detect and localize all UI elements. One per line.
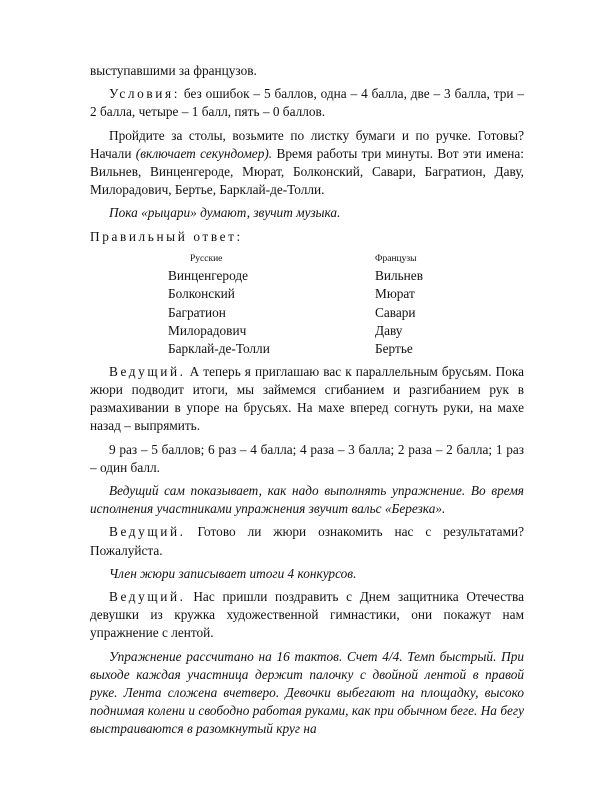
paragraph-host-jury [90, 523, 524, 559]
russian-name: Болконский [168, 286, 235, 302]
host-label: Ведущий. [109, 363, 186, 379]
document-page [90, 62, 524, 744]
instructions-text-a: Пройдите за столы, возьмите по листку бумаги и по ручке. Готовы? Начали [90, 127, 524, 161]
conditions-label: Условия: [109, 86, 181, 102]
instructions-text-b: Время работы три минуты. Вот эти имена: Вильнев, Винценгероде, Мюрат, Болконский, Савари, Багратион, Даву, Милорадович, Бертье, Барклай-де-Толли. [90, 145, 524, 198]
french-name: Бертье [375, 341, 413, 357]
answer-table-header [168, 251, 468, 267]
correct-answer-heading: Правильный ответ: [90, 228, 243, 244]
stage-direction-ribbon: Упражнение рассчитано на 16 тактов. Счет 4/4. Темп быстрый. При выходе каждая участница держит палочку с двойной лентой в правой руке. Лента сложена вчетверо. Девочки выбегают на площадку, высоко поднимая колени и свободно работая руками, как при обычном беге. На бегу выстраиваются в разомкнутый круг на [90, 648, 524, 737]
table-row [168, 285, 468, 303]
russian-name: Винценгероде [168, 267, 248, 283]
host-jury-text: Готово ли жюри ознакомить нас с результатами? Пожалуйста. [90, 524, 524, 558]
table-row [168, 304, 468, 322]
stage-direction-jury: Член жюри записывает итоги 4 конкурсов. [109, 565, 357, 581]
header-french: Французы [375, 253, 417, 264]
french-name: Вильнев [375, 267, 423, 283]
paragraph-instructions [90, 127, 524, 200]
russian-name: Багратион [168, 304, 226, 320]
paragraph-1: выступавшими за французов. [90, 63, 257, 78]
french-name: Мюрат [375, 286, 415, 302]
stage-direction-waltz: Ведущий сам показывает, как надо выполнять упражнение. Во время исполнения участниками упражнения звучит вальс «Березка». [90, 483, 524, 517]
paragraph-scoring: 9 раз – 5 баллов; 6 раз – 4 балла; 4 раза – 3 балла; 2 раза – 2 балла; 1 раз – один балл. [90, 441, 524, 475]
paragraph-conditions [90, 85, 524, 121]
header-russians: Русские [190, 253, 223, 264]
host-label: Ведущий. [109, 589, 186, 605]
russian-name: Барклай-де-Толли [168, 341, 270, 357]
host-gymnastics-text: Нас пришли поздравить с Днем защитника Отечества девушки из кружка художественной гимнастики, они покажут нам упражнение с лентой. [90, 589, 524, 641]
instructions-stage-direction: (включает секундомер). [135, 145, 273, 161]
table-row [168, 322, 468, 340]
conditions-text: без ошибок – 5 баллов, одна – 4 балла, две – 3 балла, три – 2 балла, четыре – 1 балл, пять – 0 баллов. [90, 86, 524, 120]
russian-name: Милорадович [168, 323, 247, 339]
french-name: Савари [375, 304, 416, 320]
table-row [168, 340, 468, 358]
stage-direction-music: Пока «рыцари» думают, звучит музыка. [109, 205, 341, 221]
host-label: Ведущий. [109, 524, 186, 540]
answer-table [168, 251, 468, 359]
table-row [168, 267, 468, 285]
paragraph-host-bars [90, 363, 524, 436]
paragraph-host-gymnastics [90, 588, 524, 643]
host-bars-text: А теперь я приглашаю вас к параллельным брусьям. Пока жюри подводит итоги, мы займемся сгибанием и разгибанием рук в размахивании в упоре на брусьях. На махе вперед согнуть руки, на махе назад – выпрямить. [90, 363, 524, 434]
french-name: Даву [375, 323, 403, 339]
